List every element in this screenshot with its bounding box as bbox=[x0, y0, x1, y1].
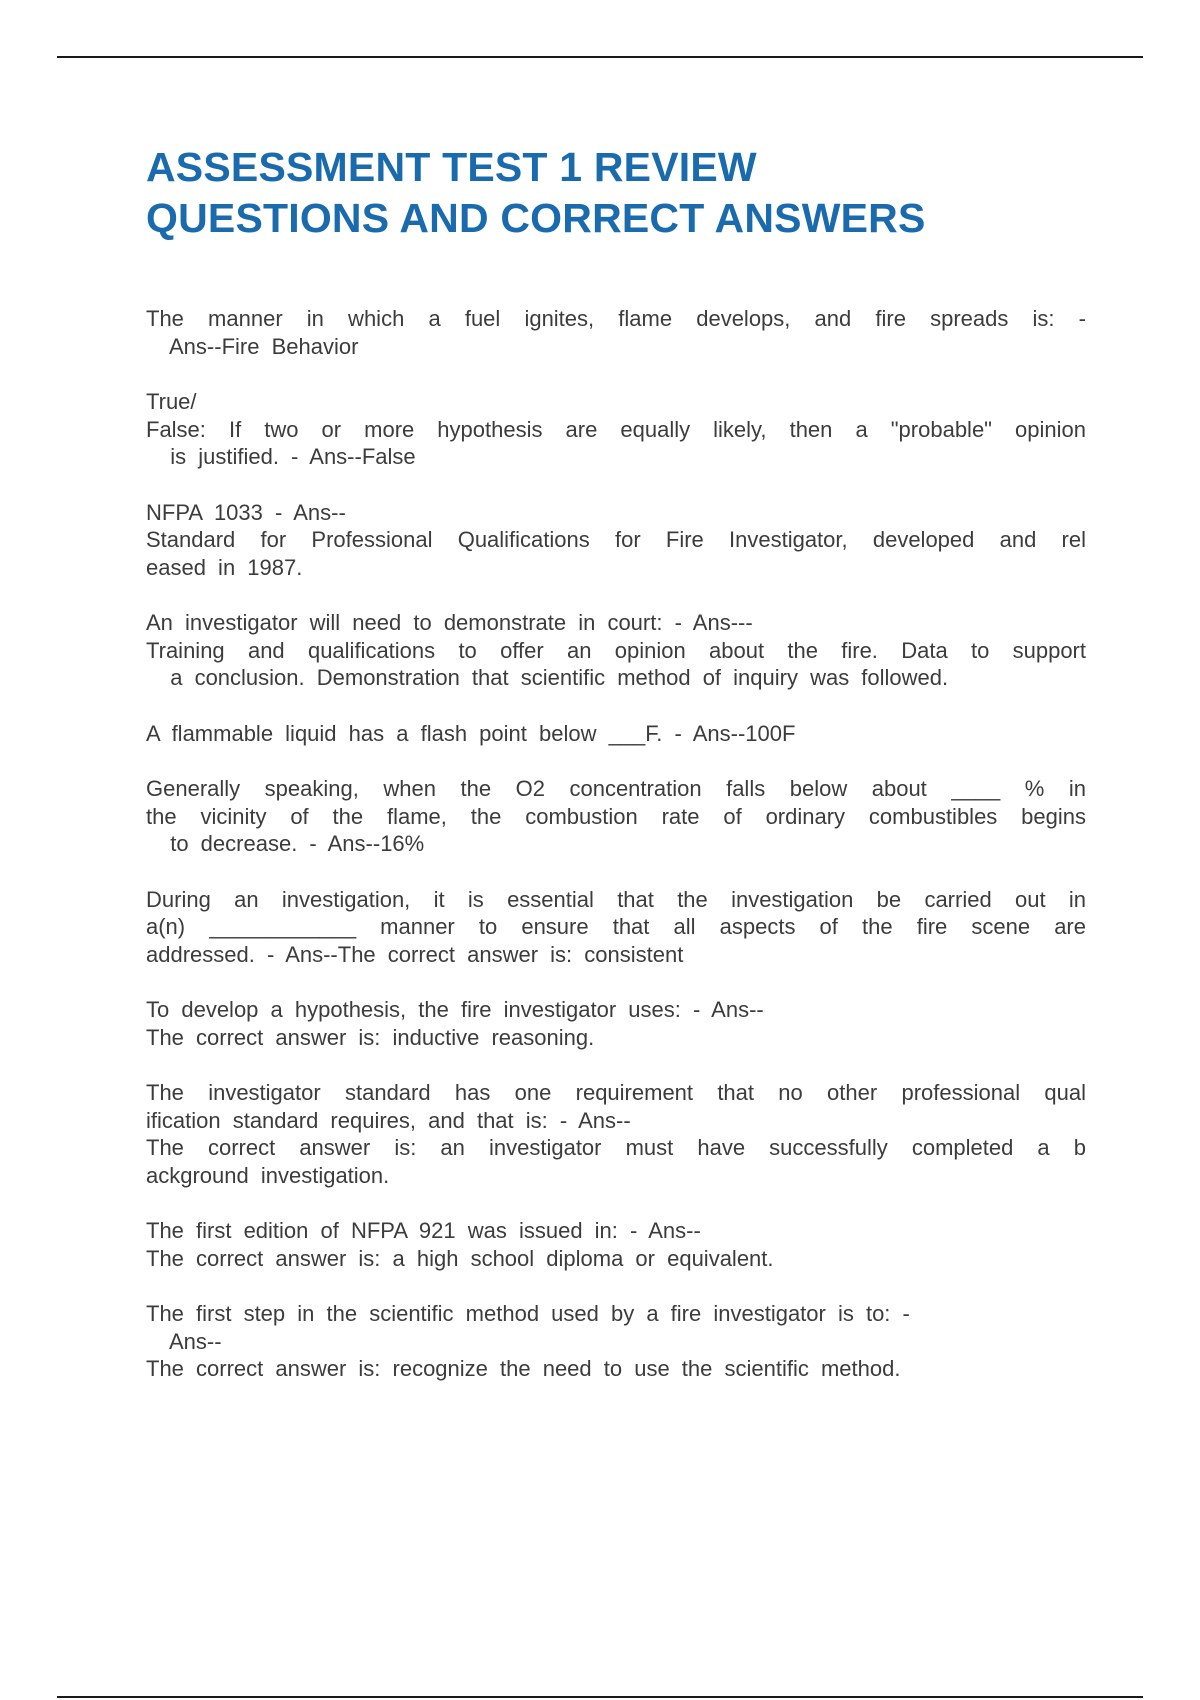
qa-line: Ans--Fire Behavior bbox=[146, 333, 359, 359]
qa-item bbox=[146, 720, 1086, 748]
qa-line: During an investigation, it is essential that the investigation be carried out in bbox=[146, 886, 1086, 912]
qa-line: The manner in which a fuel ignites, flame develops, and fire spreads is: - bbox=[146, 306, 1086, 331]
qa-item bbox=[146, 775, 1086, 858]
qa-line: False: If two or more hypothesis are equally likely, then a "probable" opinion bbox=[146, 416, 1086, 442]
qa-line: Generally speaking, when the O2 concentration falls below about ____ % in bbox=[146, 776, 1086, 801]
qa-line: eased in 1987. bbox=[146, 554, 303, 580]
qa-line: the vicinity of the flame, the combustion rate of ordinary combustibles begins bbox=[146, 803, 1086, 829]
qa-line: A flammable liquid has a flash point below ___F. - Ans--100F bbox=[146, 720, 796, 746]
qa-line: The investigator standard has one requirement that no other professional qual bbox=[146, 1080, 1086, 1105]
qa-line: To develop a hypothesis, the fire investigator uses: - Ans-- bbox=[146, 997, 764, 1022]
qa-item bbox=[146, 388, 1086, 471]
title-line-1: ASSESSMENT TEST 1 REVIEW bbox=[146, 144, 757, 190]
qa-line: The correct answer is: an investigator must have successfully completed a b bbox=[146, 1135, 1086, 1160]
qa-line: True/ bbox=[146, 389, 197, 414]
qa-line: The first step in the scientific method used by a fire investigator is to: - bbox=[146, 1301, 910, 1326]
qa-item bbox=[146, 1079, 1086, 1189]
document-body bbox=[146, 142, 1086, 1411]
qa-line: An investigator will need to demonstrate in court: - Ans--- bbox=[146, 610, 753, 635]
qa-line: to decrease. - Ans--16% bbox=[146, 831, 425, 856]
qa-line: The correct answer is: inductive reasoning. bbox=[146, 1024, 595, 1050]
qa-item bbox=[146, 305, 1086, 360]
qa-line: The correct answer is: a high school diploma or equivalent. bbox=[146, 1245, 774, 1271]
document-title bbox=[146, 142, 1086, 244]
qa-line: Ans-- bbox=[146, 1328, 222, 1354]
qa-item bbox=[146, 499, 1086, 582]
qa-line: ification standard requires, and that is: - Ans-- bbox=[146, 1107, 631, 1133]
qa-line: is justified. - Ans--False bbox=[146, 444, 416, 469]
qa-line: a(n) ____________ manner to ensure that all aspects of the fire scene are bbox=[146, 914, 1086, 939]
qa-line: NFPA 1033 - Ans-- bbox=[146, 499, 346, 525]
qa-line: addressed. - Ans--The correct answer is: consistent bbox=[146, 941, 684, 967]
qa-item bbox=[146, 1300, 1086, 1383]
qa-item bbox=[146, 886, 1086, 969]
qa-line: ackground investigation. bbox=[146, 1162, 390, 1188]
top-rule bbox=[57, 56, 1143, 58]
qa-item bbox=[146, 996, 1086, 1051]
qa-line: The correct answer is: recognize the need to use the scientific method. bbox=[146, 1356, 901, 1381]
qa-line: a conclusion. Demonstration that scientific method of inquiry was followed. bbox=[146, 665, 949, 690]
bottom-rule bbox=[57, 1696, 1143, 1698]
title-line-2: QUESTIONS AND CORRECT ANSWERS bbox=[146, 195, 926, 241]
qa-item bbox=[146, 609, 1086, 692]
qa-line: Standard for Professional Qualifications for Fire Investigator, developed and rel bbox=[146, 527, 1086, 552]
qa-item bbox=[146, 1217, 1086, 1272]
qa-line: The first edition of NFPA 921 was issued in: - Ans-- bbox=[146, 1218, 701, 1243]
qa-list bbox=[146, 305, 1086, 1383]
qa-line: Training and qualifications to offer an opinion about the fire. Data to support bbox=[146, 637, 1086, 663]
